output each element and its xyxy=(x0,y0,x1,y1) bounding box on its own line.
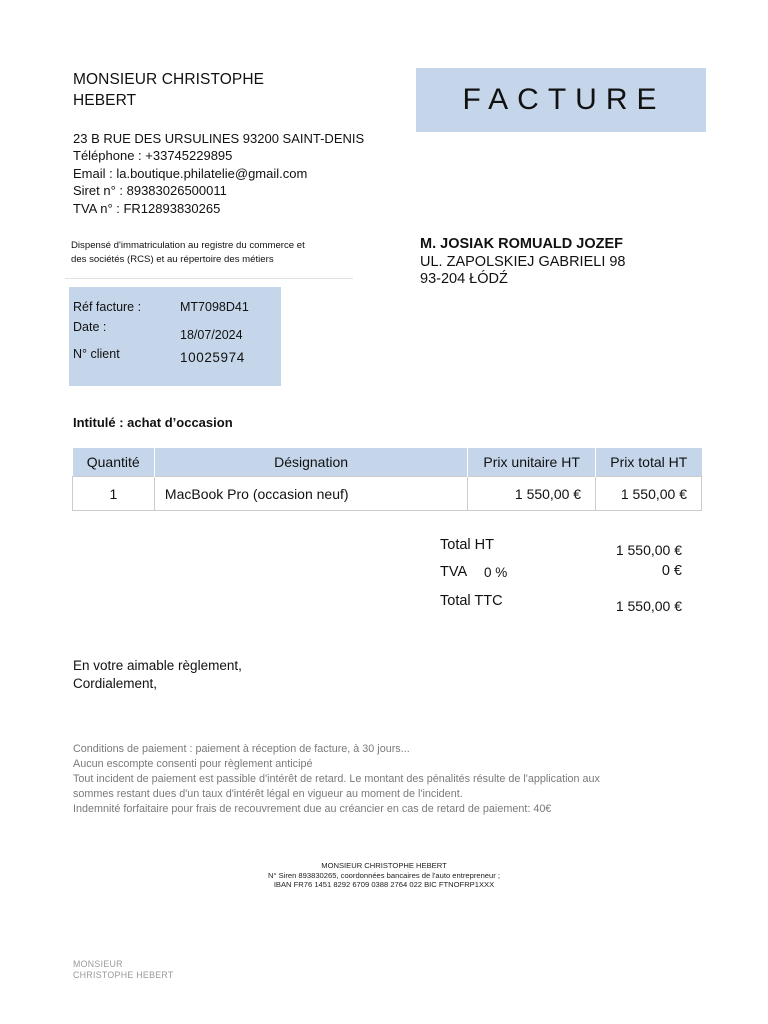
client-number-value: 10025974 xyxy=(180,350,245,365)
sender-name-line2: HEBERT xyxy=(73,92,137,109)
ref-value: MT7098D41 xyxy=(180,300,249,314)
row-quantity: 1 xyxy=(73,477,155,511)
tva-rate: 0 % xyxy=(484,565,508,580)
footer-line3: IBAN FR76 1451 8292 6709 0388 2764 022 BIC FTNOFRP1XXX xyxy=(273,880,495,889)
rcs-exemption-line1: Dispensé d'immatriculation au registre du commerce et xyxy=(71,240,305,251)
row-unit-price: 1 550,00 € xyxy=(468,477,596,511)
sender-name-line1: MONSIEUR CHRISTOPHE xyxy=(73,71,265,88)
footer-legal-info xyxy=(184,861,584,890)
footer-bottom-line1: MONSIEUR xyxy=(73,959,123,969)
closing-line1: En votre aimable règlement, xyxy=(73,658,242,673)
sender-name xyxy=(73,69,264,111)
payment-conditions xyxy=(73,742,713,817)
client-number-label: N° client xyxy=(73,347,120,361)
sender-phone: Téléphone : +33745229895 xyxy=(73,148,233,164)
sender-email: Email : la.boutique.philatelie@gmail.com xyxy=(73,165,308,181)
divider xyxy=(65,278,353,279)
ref-label: Réf facture : xyxy=(73,300,142,314)
total-ttc-value: 1 550,00 € xyxy=(615,598,682,614)
row-designation: MacBook Pro (occasion neuf) xyxy=(154,477,467,511)
invoice-subject: Intitulé : achat d’occasion xyxy=(73,415,233,430)
sender-siret: Siret n° : 89383026500011 xyxy=(73,183,227,199)
client-city: 93-204 ŁÓDŹ xyxy=(420,271,508,287)
date-value: 18/07/2024 xyxy=(180,328,243,342)
client-address-block xyxy=(420,236,626,289)
table-header-row xyxy=(73,448,702,477)
sender-tva: TVA n° : FR12893830265 xyxy=(73,200,221,216)
table-row xyxy=(73,477,702,511)
total-ht-value: 1 550,00 € xyxy=(615,542,682,558)
conditions-line1: Conditions de paiement : paiement à réception de facture, à 30 jours... xyxy=(73,743,410,755)
header-total-price: Prix total HT xyxy=(596,448,702,477)
total-ht-label: Total HT xyxy=(440,537,494,553)
rcs-exemption-line2: des sociétés (RCS) et au répertoire des métiers xyxy=(71,254,274,265)
rcs-exemption-note xyxy=(71,239,361,267)
footer-bottom-line2: CHRISTOPHE HEBERT xyxy=(73,970,174,980)
conditions-line2: Aucun escompte consenti pour règlement anticipé xyxy=(73,758,313,770)
footer-line1: MONSIEUR CHRISTOPHE HEBERT xyxy=(321,861,447,870)
items-table xyxy=(72,448,702,511)
sender-contact-info xyxy=(73,130,364,217)
sender-address: 23 B RUE DES URSULINES 93200 SAINT-DENIS xyxy=(73,131,365,146)
date-label: Date : xyxy=(73,320,107,334)
header-quantity: Quantité xyxy=(73,448,155,477)
invoice-reference-box xyxy=(69,287,281,386)
invoice-title: FACTURE xyxy=(462,83,666,116)
footer-line2: N° Siren 893830265, coordonnées bancaires de l'auto entrepreneur ; xyxy=(267,870,501,880)
row-total-price: 1 550,00 € xyxy=(596,477,702,511)
closing-line2: Cordialement, xyxy=(73,676,158,691)
tva-label: TVA xyxy=(440,564,468,580)
closing-text xyxy=(73,657,242,693)
header-unit-price: Prix unitaire HT xyxy=(468,448,596,477)
client-name: M. JOSIAK ROMUALD JOZEF xyxy=(420,236,624,252)
footer-company-name xyxy=(73,959,174,981)
conditions-line5: Indemnité forfaitaire pour frais de recouvrement due au créancier en cas de retard de paiement: 40€ xyxy=(73,803,552,815)
header-designation: Désignation xyxy=(154,448,467,477)
conditions-line4: sommes restant dues d'un taux d'intérêt légal en vigueur au moment de l'incident. xyxy=(73,788,463,800)
total-ttc-label: Total TTC xyxy=(440,593,503,609)
conditions-line3: Tout incident de paiement est passible d'intérêt de retard. Le montant des pénalités résulte de l'application aux xyxy=(73,773,600,785)
tva-value: 0 € xyxy=(661,563,682,579)
client-street: UL. ZAPOLSKIEJ GABRIELI 98 xyxy=(420,253,626,270)
invoice-title-box xyxy=(416,68,706,132)
